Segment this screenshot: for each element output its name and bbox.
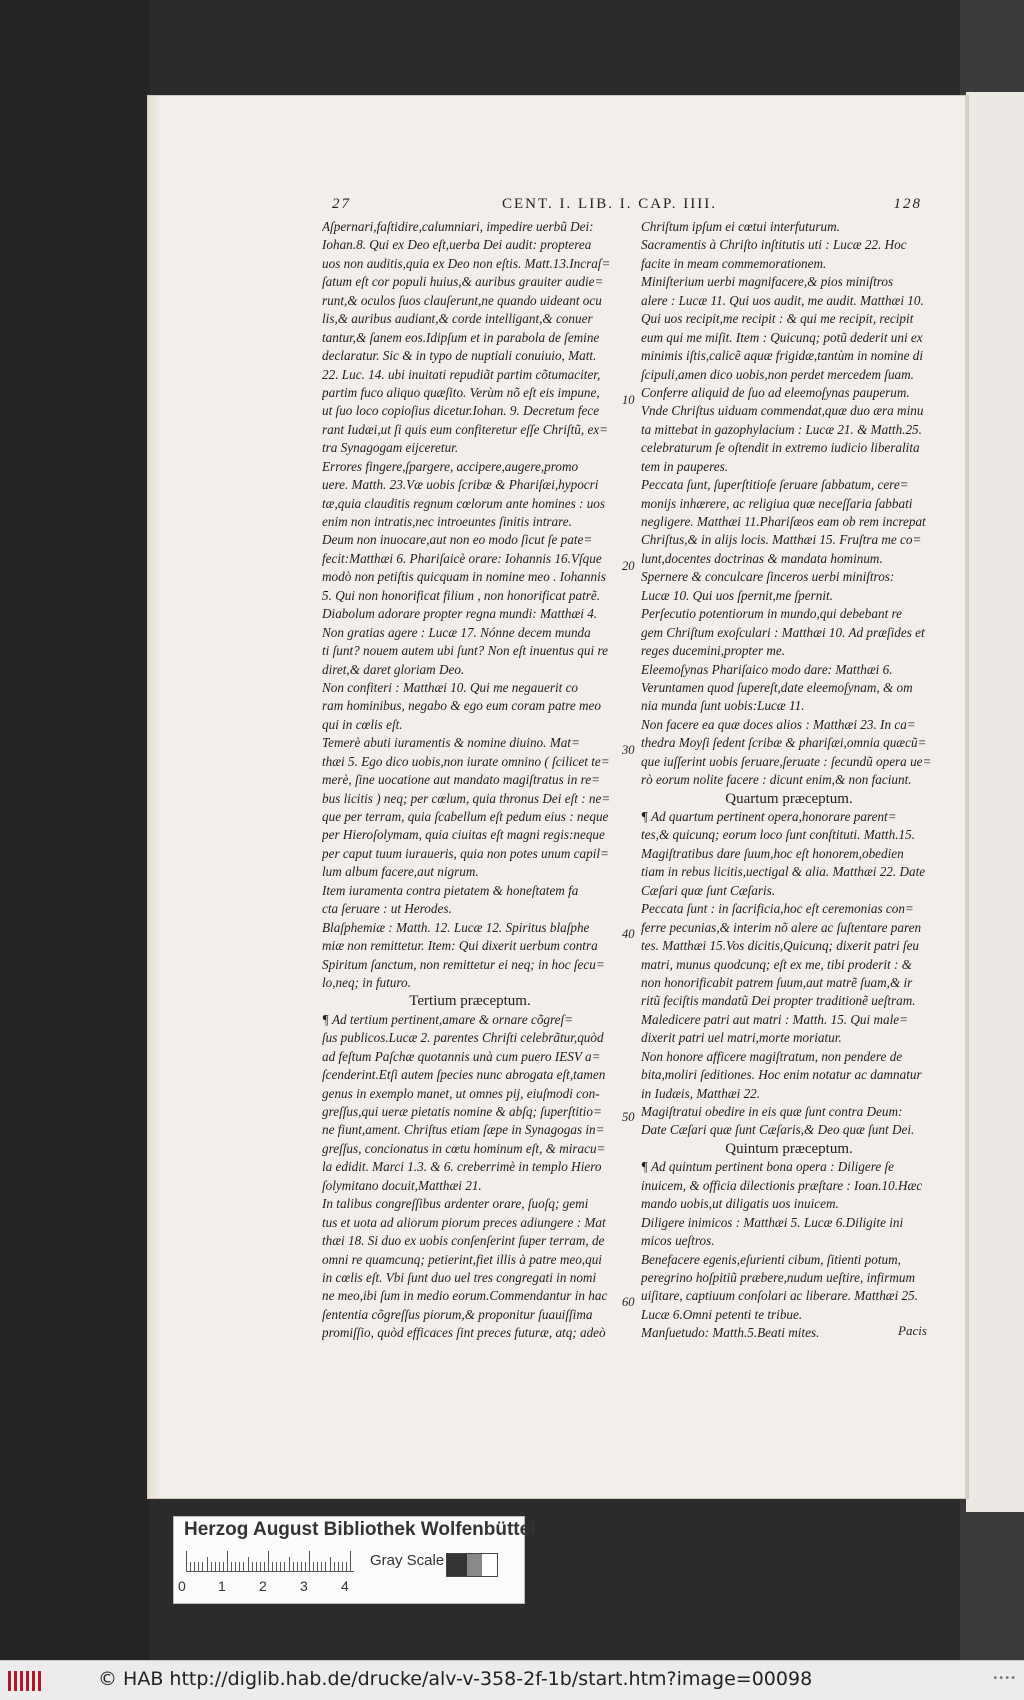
text-line: enim non intratis,nec introeuntes ſinitis intrare. xyxy=(322,514,572,529)
text-line: non honorificabit patrem ſuum,aut matrẽ ſuam,& ir xyxy=(641,974,913,990)
text-line: ſolymitano docuit,Matthæi 21. xyxy=(322,1177,482,1193)
ruler-tick xyxy=(256,1562,257,1571)
ruler-tick xyxy=(293,1562,294,1571)
left-text-column xyxy=(322,218,618,1343)
text-line: que iuſſerint uobis ſeruare,ſeruate : ſecundũ opera ue= xyxy=(641,753,932,769)
text-line: tes,& quicunq; eorum loco ſunt conſtituti. Matth.15. xyxy=(641,827,915,843)
text-line: matri, munus quodcunq; eſt ex me, tibi proderit : & xyxy=(641,956,912,972)
gray-scale-swatch xyxy=(446,1553,498,1577)
text-line: ritũ feciſtis mandatũ Dei propter traditionẽ ueſtram. xyxy=(641,993,916,1009)
text-line: Spernere & conculcare ſinceros uerbi miniſtros: xyxy=(641,569,895,585)
ruler-tick xyxy=(248,1557,249,1571)
ruler-tick xyxy=(227,1551,228,1571)
text-line: ta mittebat in gazophylacium : Lucæ 21. & Matth.25. xyxy=(641,421,922,437)
text-line: modò non petiſtis quicquam in nomine meo . Iohannis xyxy=(322,569,606,585)
text-line: tæ,quia clauditis regnum cœlorum ante homines : uos xyxy=(322,495,606,511)
text-line: tes. Matthæi 15.Vos dicitis,Quicunq; dixerit patri ſeu xyxy=(641,938,920,954)
text-line: Item iuramenta contra pietatem & honeſtatem fa xyxy=(322,882,579,898)
text-line: In talibus congreſſibus ardenter orare, ſuoſq; gemi xyxy=(322,1196,589,1212)
text-line: celebraturum ſe oſtendit in extremo iudicio liberalita xyxy=(641,440,920,456)
text-line: ſententia cõgreſſus piorum,& proponitur ſuauiſſima xyxy=(322,1306,593,1322)
text-line: lunt,docentes doctrinas & mandata hominum. xyxy=(641,550,883,566)
text-line: ſus publicos.Lucæ 2. parentes Chriſti celebrãtur,quòd xyxy=(322,1030,604,1046)
text-line: in cœlis eſt. Vbi ſunt duo uel tres congregati in nomi xyxy=(322,1269,597,1285)
ruler-tick xyxy=(207,1557,208,1571)
text-line: ut ſuo loco copioſius dicetur.Iohan. 9. Decretum fece xyxy=(322,403,600,419)
ruler-tick xyxy=(301,1562,302,1571)
text-line: merè, ſine uocatione aut mandato magiſtratus in re= xyxy=(322,772,600,788)
text-line: Non facere ea quæ doces alios : Matthæi 23. In ca= xyxy=(641,716,916,732)
text-line: ¶ Ad quartum pertinent opera,honorare parent= xyxy=(641,809,897,824)
text-line: Aſpernari,faſtidire,calumniari, impedire uerbũ Dei: xyxy=(322,219,594,234)
text-line: Chriſtum ipſum ei cœtui interfuturum. xyxy=(641,219,840,234)
text-line: Cæſari quæ ſunt Cæſaris. xyxy=(641,882,776,898)
running-head xyxy=(332,196,922,218)
ruler-scale xyxy=(186,1549,354,1572)
right-text-column xyxy=(641,218,937,1343)
text-line: in Iudæis, Matthæi 22. xyxy=(641,1085,761,1101)
text-line: eum qui me miſit. Item : Quicunq; potũ dederit uni ex xyxy=(641,329,923,345)
text-line: greſſus, concionatus in cœtu hominum eſt, & miracu= xyxy=(322,1140,606,1156)
ruler-tick xyxy=(289,1557,290,1571)
text-line: ſcenderint.Etſi autem ſpecies nunc abrogata eſt,tamen xyxy=(322,1067,606,1083)
text-line: bus licitis ) neq; per cœlum, quia thronus Dei eſt : ne= xyxy=(322,790,611,806)
ruler-tick xyxy=(338,1562,339,1571)
text-line: miæ non remittetur. Item: Qui dixerit uerbum contra xyxy=(322,938,598,954)
text-line: thæi 18. Si duo ex uobis conſenſerint ſuper terram, de xyxy=(322,1233,605,1249)
ruler-tick xyxy=(252,1562,253,1571)
adjacent-page-edge xyxy=(966,92,1024,1512)
text-line: Temerè abuti iuramentis & nomine diuino. Mat= xyxy=(322,735,580,751)
text-line: tus et uota ad aliorum piorum preces adiungere : Mat xyxy=(322,1214,606,1230)
text-line: uiſitare, captiuum conſolari ac liberare. Matthæi 25. xyxy=(641,1288,919,1304)
text-line: que per terram, quia ſcabellum eſt pedum eius : neque xyxy=(322,809,609,824)
text-line: cta ſeruare : ut Herodes. xyxy=(322,901,452,917)
text-line: 5. Qui non honorificat filium , non honorificat patrẽ. xyxy=(322,587,601,603)
line-number-50: 50 xyxy=(622,1110,635,1124)
text-line: Diligere inimicos : Matthæi 5. Lucæ 6.Diligite ini xyxy=(641,1214,904,1230)
text-line: runt,& oculos ſuos clauſerunt,ne quando uideant ocu xyxy=(322,292,602,308)
text-line: monijs inhærere, ac religiua quæ neceſſaria ſabbati xyxy=(641,495,913,511)
ruler-tick xyxy=(325,1562,326,1571)
text-line: Blaſphemiæ : Matth. 12. Lucæ 12. Spiritus blaſphe xyxy=(322,919,590,935)
right-page-number: 128 xyxy=(893,196,922,212)
text-line: dixerit patri uel matri,morte moriatur. xyxy=(641,1030,842,1046)
text-line: rant Iudæi,ut ſi quis eum confiteretur eſſe Chriſtũ, ex= xyxy=(322,421,609,437)
ruler-tick xyxy=(223,1562,224,1571)
text-line: qui in cœlis eſt. xyxy=(322,716,403,732)
text-line: ne fiunt,ament. Chriſtus etiam ſæpe in Synagogas in= xyxy=(322,1122,605,1138)
text-line: Manſuetudo: Matth.5.Beati mites. xyxy=(641,1325,820,1341)
text-line: peregrino hoſpitiũ præbere,nudum ueſtire, infirmum xyxy=(641,1269,915,1285)
text-line: nia munda ſunt uobis:Lucæ 11. xyxy=(641,698,805,714)
page-gutter-shadow xyxy=(148,96,162,1498)
line-number-10: 10 xyxy=(622,393,635,407)
left-page-number: 27 xyxy=(332,196,351,212)
line-number-30: 30 xyxy=(622,743,635,757)
text-line: omni re quamcunq; petierint,fiet illis à patre meo,qui xyxy=(322,1251,602,1267)
line-number-60: 60 xyxy=(622,1295,635,1309)
text-line: Lucæ 10. Qui uos ſpernit,me ſpernit. xyxy=(641,587,833,603)
ruler-tick xyxy=(284,1562,285,1571)
text-line: Deum non inuocare,aut non eo modo ſicut ſe pate= xyxy=(322,532,593,548)
ruler-number: 2 xyxy=(259,1578,267,1594)
text-line: minimis iſtis,calicẽ aquæ frigidæ,tantùm in nomine di xyxy=(641,348,924,364)
ruler-tick xyxy=(198,1562,199,1571)
color-scale-card xyxy=(173,1516,536,1604)
ruler-tick xyxy=(243,1562,244,1571)
text-line: ferre pecunias,& interim nõ alere ac ſuſtentare paren xyxy=(641,919,922,935)
text-line: per caput tuum iuraueris, quia non potes unum capil= xyxy=(322,845,609,861)
text-line: fecit:Matthæi 6. Phariſaicè orare: Iohannis 16.Vſque xyxy=(322,550,602,566)
text-line: rò eorum nolite facere : dicunt enim,& non faciunt. xyxy=(641,772,912,788)
ruler-tick xyxy=(317,1562,318,1571)
ruler-tick xyxy=(231,1562,232,1571)
text-line: Peccata ſunt, ſuperſtitioſe ſeruare ſabbatum, cere= xyxy=(641,477,909,493)
text-line: Miniſterium uerbi magnifacere,& pios miniſtros xyxy=(641,274,894,290)
ruler-tick xyxy=(260,1562,261,1571)
ruler-number: 3 xyxy=(300,1578,308,1594)
text-line: declaratur. Sic & in typo de nuptiali conuiuio, Matt. xyxy=(322,348,597,364)
ruler-tick xyxy=(239,1562,240,1571)
text-line: thæi 5. Ego dico uobis,non iurate omnino ( ſcilicet te= xyxy=(322,753,610,769)
footer-mark: •••• xyxy=(992,1673,1016,1684)
text-line: ne meo,ibi ſum in medio eorum.Commendantur in hac xyxy=(322,1288,608,1304)
text-line: Veruntamen quod ſupereſt,date eleemoſynam, & om xyxy=(641,679,913,695)
text-line: inuicem, & officia dilectionis præſtare : Ioan.10.Hæc xyxy=(641,1177,923,1193)
text-line: greſſus,qui ueræ pietatis nomine & abſq; ſuperſtitio= xyxy=(322,1104,602,1119)
line-number-40: 40 xyxy=(622,927,635,941)
ruler-tick xyxy=(330,1557,331,1571)
text-line: lum album facere,aut nigrum. xyxy=(322,864,479,880)
source-url-link[interactable]: © HAB http://diglib.hab.de/drucke/alv-v-358-2f-1b/start.htm?image=00098 xyxy=(98,1668,813,1690)
text-line: tantur,& ſanem eos.Idipſum et in parabola de ſemine xyxy=(322,329,600,345)
text-line: Qui uos recipit,me recipit : & qui me recipit, recipit xyxy=(641,311,914,327)
hab-logo-icon xyxy=(8,1671,46,1691)
ruler-tick xyxy=(334,1562,335,1571)
ruler-tick xyxy=(350,1551,351,1571)
text-line: Maledicere patri aut matri : Matth. 15. Qui male= xyxy=(641,1011,908,1027)
text-line: Iohan.8. Qui ex Deo eſt,uerba Dei audit: propterea xyxy=(322,237,592,253)
ruler-tick xyxy=(202,1562,203,1571)
ruler-tick xyxy=(305,1562,306,1571)
text-line: ſatum eſt cor populi huius,& auribus grauiter audie= xyxy=(322,274,604,290)
text-line: genus in exemplo manet, ut omnes pij, eiuſmodi con- xyxy=(322,1085,600,1101)
text-line: Lucæ 6.Omni petenti te tribue. xyxy=(641,1306,803,1322)
text-line: tem in pauperes. xyxy=(641,458,729,474)
ruler-tick xyxy=(297,1562,298,1571)
text-line: facite in meam commemorationem. xyxy=(641,255,827,271)
catchword: Pacis xyxy=(898,1323,927,1338)
text-line: Magiſtratui obedire in eis quæ ſunt contra Deum: xyxy=(641,1104,903,1119)
text-line: ¶ Ad quintum pertinent bona opera : Diligere ſe xyxy=(641,1159,895,1175)
text-line: Non confiteri : Matthæi 10. Qui me negauerit co xyxy=(322,679,579,695)
text-line: Conferre aliquid de ſuo ad eleemoſynas pauperum. xyxy=(641,384,910,400)
text-line: Non honore afficere magiſtratum, non pendere de xyxy=(641,1048,903,1064)
text-line: reges ducemini,propter me. xyxy=(641,643,786,659)
ruler-tick xyxy=(268,1551,269,1571)
text-line: negligere. Matthæi 11.Phariſæos eam ob rem increpat xyxy=(641,514,926,529)
scale-card-title: Herzog August Bibliothek Wolfenbüttel xyxy=(184,1519,536,1540)
gray-scale-label: Gray Scale xyxy=(370,1552,445,1569)
text-line: ram hominibus, negabo & ego eum coram patre meo xyxy=(322,698,601,714)
text-line: Diabolum adorare propter regna mundi: Matthæi 4. xyxy=(322,606,598,622)
text-line: uere. Matth. 23.Væ uobis ſcribæ & Phariſæi,hypocri xyxy=(322,477,599,493)
text-line: mando uobis,ut diligatis uos inuicem. xyxy=(641,1196,839,1212)
text-line: Sacramentis à Chriſto inſtitutis uti : Lucæ 22. Hoc xyxy=(641,237,907,253)
ruler-tick xyxy=(264,1562,265,1571)
line-number-20: 20 xyxy=(622,559,635,573)
text-line: Vnde Chriſtus uiduam commendat,quæ duo æra minu xyxy=(641,403,924,419)
text-line: Non gratias agere : Lucæ 17. Nónne decem munda xyxy=(322,624,591,640)
viewer-footer xyxy=(0,1660,1024,1700)
text-line: Errores fingere,ſpargere, accipere,augere,promo xyxy=(322,458,579,474)
running-title: CENT. I. LIB. I. CAP. IIII. xyxy=(502,196,717,212)
ruler-tick xyxy=(272,1562,273,1571)
text-line: lis,& auribus audiant,& corde intelligant,& conuer xyxy=(322,311,593,327)
text-line: ad feſtum Paſchæ quotannis unà cum puero IESV a= xyxy=(322,1048,601,1064)
text-line: Spiritum ſanctum, non remittetur ei neq; in hoc ſecu= xyxy=(322,956,605,972)
ruler-tick xyxy=(321,1562,322,1571)
text-line: ſcipuli,amen dico uobis,non perdet mercedem ſuam. xyxy=(641,366,914,382)
ruler-tick xyxy=(194,1562,195,1571)
ruler-tick xyxy=(215,1562,216,1571)
ruler-tick xyxy=(219,1562,220,1571)
ruler-number: 1 xyxy=(218,1578,226,1594)
ruler-tick xyxy=(309,1551,310,1571)
text-line: promiſſio, quòd efficaces ſint preces futuræ, atq; adeò xyxy=(322,1325,606,1341)
text-line: diret,& daret gloriam Deo. xyxy=(322,661,465,677)
text-line: tiam in rebus licitis,uectigal & alia. Matthæi 22. Date xyxy=(641,864,926,880)
ruler-tick xyxy=(280,1562,281,1571)
text-line: Magiſtratibus dare ſuum,hoc eſt honorem,obedien xyxy=(641,845,904,861)
ruler-tick xyxy=(211,1562,212,1571)
text-line: bita,moliri ſeditiones. Hoc enim notatur ac damnatur xyxy=(641,1067,922,1083)
text-line: thedra Moyſi ſedent ſcribæ & phariſæi,omnia quæcũ= xyxy=(641,735,927,751)
text-line: ti ſunt? nouem autem ubi ſunt? Non eſt inuentus qui re xyxy=(322,643,608,659)
text-line: uos non auditis,quia ex Deo non eſtis. Matt.13.Incraſ= xyxy=(322,255,611,271)
section-heading: Quartum præceptum. xyxy=(725,790,853,807)
text-line: tra Synagogam eijceretur. xyxy=(322,440,459,456)
ruler-tick xyxy=(190,1562,191,1571)
ruler-tick xyxy=(235,1562,236,1571)
text-line: 22. Luc. 14. ubi inuitati repudiãt partim cõtumaciter, xyxy=(322,366,601,382)
ruler-tick xyxy=(346,1562,347,1571)
ruler-number: 0 xyxy=(178,1578,186,1594)
ruler-tick xyxy=(276,1562,277,1571)
text-line: partim fuco aliquo quæſito. Verùm nõ eſt eis impune, xyxy=(322,384,600,400)
ruler-tick xyxy=(342,1562,343,1571)
text-line: lo,neq; in futuro. xyxy=(322,974,411,990)
section-heading: Quintum præceptum. xyxy=(725,1140,853,1157)
text-line: Eleemoſynas Phariſaico modo dare: Matthæi 6. xyxy=(641,661,893,677)
text-line: Date Cæſari quæ ſunt Cæſaris,& Deo quæ ſunt Dei. xyxy=(641,1122,915,1138)
ruler-tick xyxy=(313,1562,314,1571)
text-line: Perſecutio potentiorum in mundo,qui debebant re xyxy=(641,606,903,622)
ruler-tick xyxy=(186,1551,187,1571)
text-line: micos ueſtros. xyxy=(641,1233,715,1249)
text-line: Benefacere egenis,eſurienti cibum, ſitienti potum, xyxy=(641,1251,901,1267)
text-line: per Hieroſolymam, quia ciuitas eſt magni regis:neque xyxy=(322,827,605,843)
backdrop-left xyxy=(0,0,150,1660)
text-line: gem Chriſtum exoſculari : Matthæi 10. Ad præſides et xyxy=(641,624,925,640)
section-heading: Tertium præceptum. xyxy=(409,993,531,1010)
text-line: Chriſtus,& in alijs locis. Matthæi 15. Fruſtra me co= xyxy=(641,532,922,548)
text-line: Peccata ſunt : in ſacrificia,hoc eſt ceremonias con= xyxy=(641,901,914,917)
text-line: la edidit. Marci 1.3. & 6. creberrimè in templo Hiero xyxy=(322,1159,602,1175)
ruler-number: 4 xyxy=(341,1578,349,1594)
text-line: alere : Lucæ 11. Qui uos audit, me audit. Matthæi 10. xyxy=(641,292,924,308)
text-line: ¶ Ad tertium pertinent,amare & ornare cõgreſ= xyxy=(322,1011,574,1027)
